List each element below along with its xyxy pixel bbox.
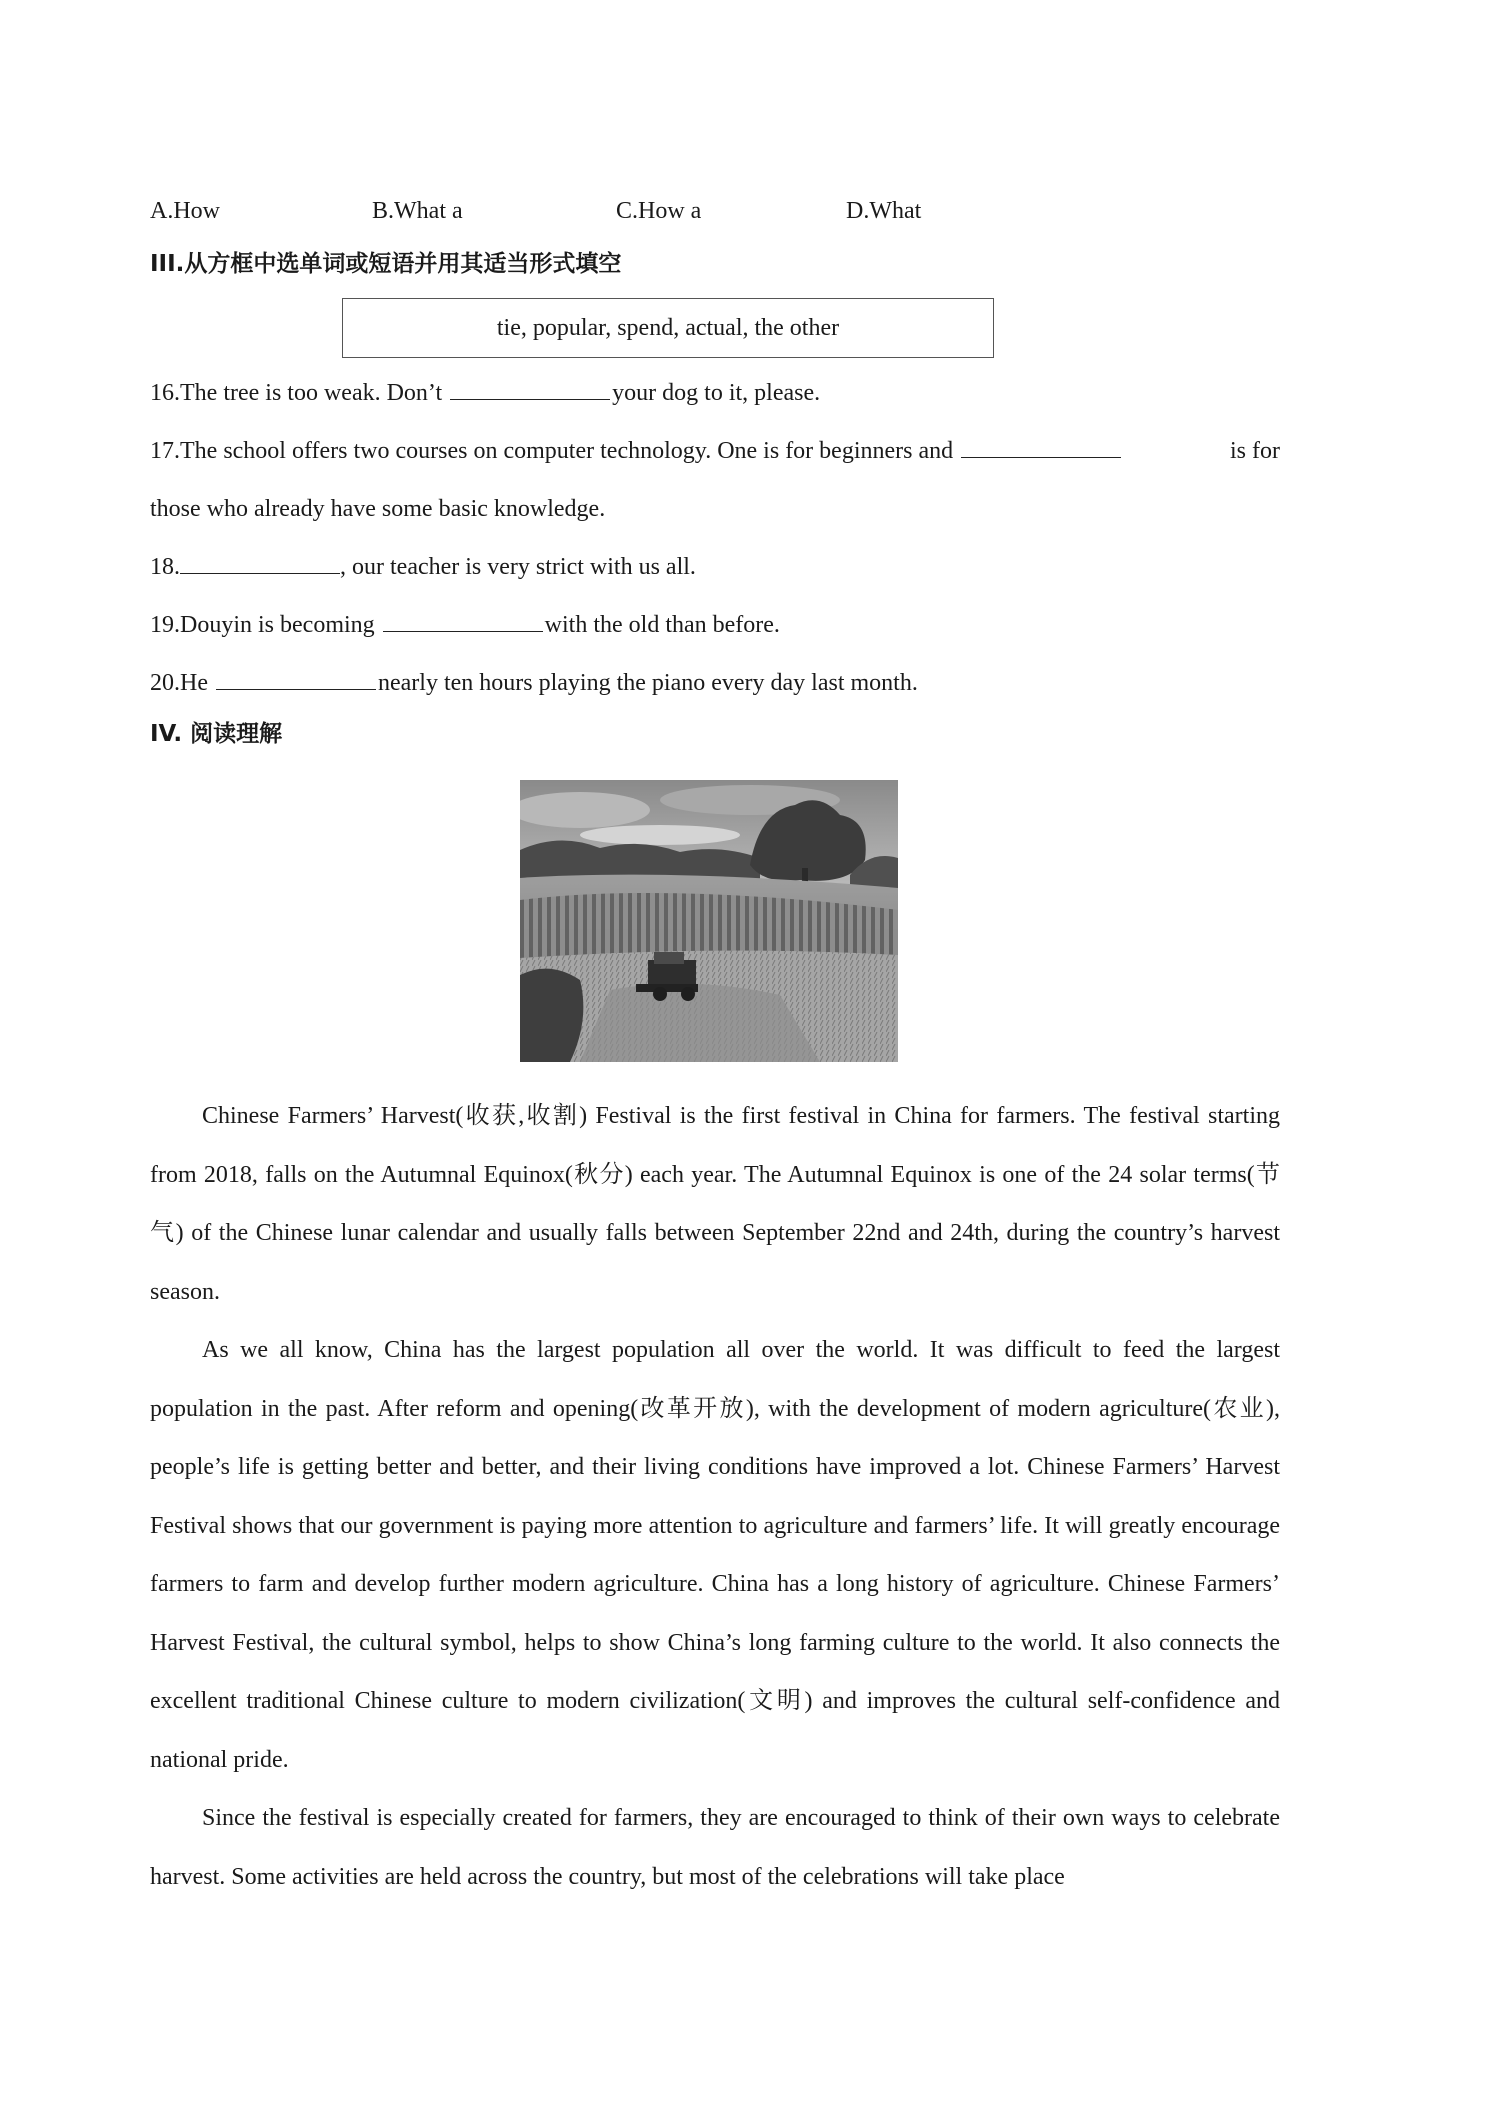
q20-text-before: 20.He	[150, 670, 214, 696]
option-d: D.What	[846, 197, 922, 224]
question-16	[150, 364, 1280, 422]
q16-text-before: 16.The tree is too weak. Don’t	[150, 380, 449, 406]
q19-blank[interactable]	[383, 609, 543, 632]
paragraph-2-text: As we all know, China has the largest population all over the world. It was difficult to feed the largest population in the past. After reform and opening(改革开放), with the development of modern agriculture(农业), people’s life is getting better and better, and their living conditions have improved a lot. Chinese Farmers’ Harvest Festival shows that our government is paying more attention to agriculture and farmers’ life. It will greatly encourage farmers to farm and develop further modern agriculture. China has a long history of agriculture. Chinese Farmers’ Harvest Festival, the cultural symbol, helps to show China’s long farming culture to the world. It also connects the excellent traditional Chinese culture to modern civilization(文明) and improves the cultural self-confidence and national pride.	[150, 1337, 1280, 1773]
q17-blank[interactable]	[961, 435, 1121, 458]
passage-paragraph-2	[150, 1321, 1280, 1789]
section-3-title: III.从方框中选单词或短语并用其适当形式填空	[150, 251, 622, 277]
passage-paragraph-3	[150, 1789, 1280, 1906]
harvest-field-photo	[520, 780, 898, 1062]
q20-text-after: nearly ten hours playing the piano every day last month.	[377, 670, 918, 696]
option-b: B.What a	[372, 197, 463, 224]
option-c: C.How a	[616, 197, 702, 224]
passage-paragraph-1	[150, 1087, 1280, 1321]
q19-text-before: 19.Douyin is becoming	[150, 612, 381, 638]
q17-text-before: 17.The school offers two courses on computer technology. One is for beginners and	[150, 438, 960, 464]
word-box	[342, 298, 994, 358]
q18-blank[interactable]	[180, 551, 340, 574]
question-18	[150, 538, 1280, 596]
q20-blank[interactable]	[216, 667, 376, 690]
word-box-text: tie, popular, spend, actual, the other	[496, 314, 840, 341]
q17-text-after: is for	[1230, 438, 1280, 464]
q16-text-after: your dog to it, please.	[612, 380, 821, 406]
option-a: A.How	[150, 197, 220, 224]
paragraph-1-text: Chinese Farmers’ Harvest(收获,收割) Festival is the first festival in China for farmers. The festival starting from 2018, falls on the Autumnal Equinox(秋分) each year. The Autumnal Equinox is one of the 24 solar terms(节气) of the Chinese lunar calendar and usually falls between September 22nd and 24th, during the country’s harvest season.	[150, 1103, 1280, 1305]
answer-options	[150, 190, 1280, 232]
worksheet-page	[150, 190, 1280, 1906]
paragraph-3-text: Since the festival is especially created for farmers, they are encouraged to think of their own ways to celebrate harvest. Some activities are held across the country, but most of the celebrations will take place	[150, 1805, 1280, 1890]
q18-text-before: 18.	[150, 554, 180, 580]
q16-blank[interactable]	[450, 377, 610, 400]
q18-text-after: , our teacher is very strict with us all.	[340, 554, 696, 580]
question-17-line-2: those who already have some basic knowledge.	[150, 496, 606, 522]
question-19	[150, 596, 1280, 654]
question-17	[150, 422, 1280, 480]
question-20	[150, 654, 1280, 712]
section-4-title: IV. 阅读理解	[150, 721, 283, 747]
q19-text-after: with the old than before.	[544, 612, 780, 638]
